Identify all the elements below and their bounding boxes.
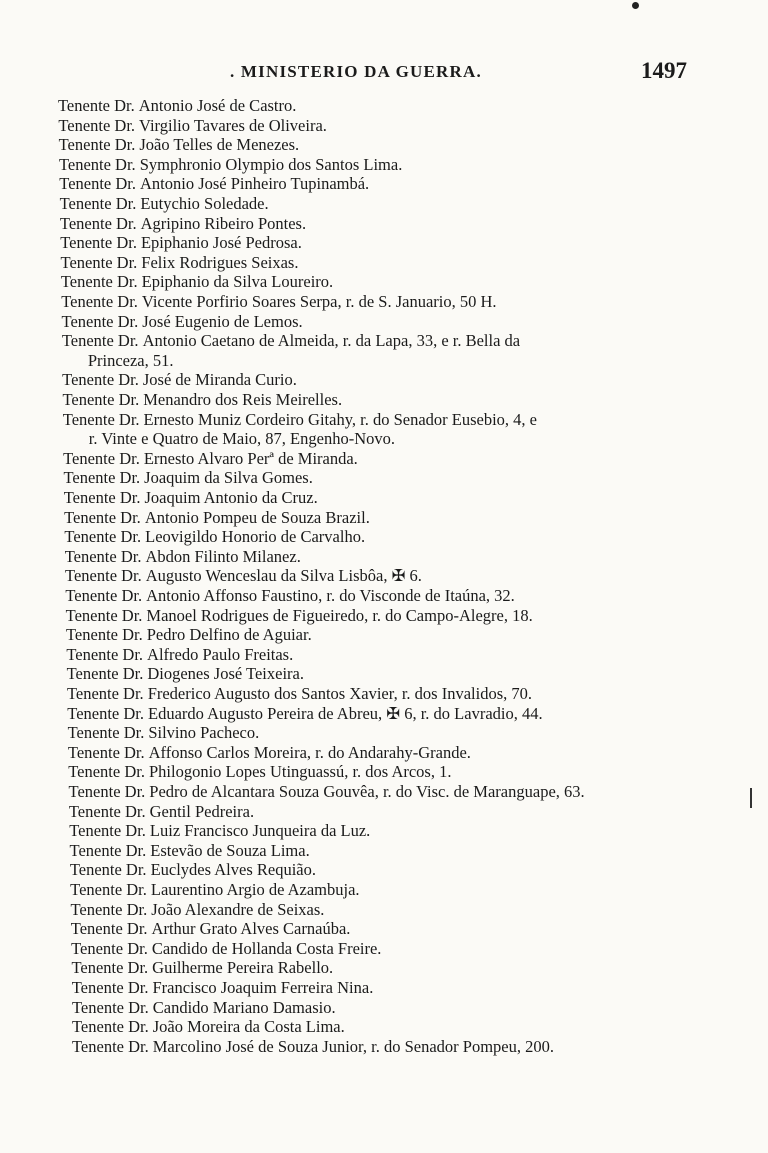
officer-name: Felix Rodrigues Seixas. [141,252,299,272]
officer-entry [63,468,312,488]
page-header [0,58,768,88]
officer-entry [70,900,324,920]
rank-label: Tenente Dr. [64,546,142,566]
officer-name: Manoel Rodrigues de Figueiredo, r. do Campo-Alegre, 18. [146,605,533,625]
officer-name: João Alexandre de Seixas. [151,899,325,919]
officer-entry [72,1017,345,1037]
officer-entry-continuation: r. Vinte e Quatro de Maio, 87, Engenho-Novo. [88,429,395,449]
officer-name: Pedro de Alcantara Souza Gouvêa, r. do Visc. de Maranguape, 63. [149,782,585,801]
officer-entry [66,625,312,645]
officer-entry [67,664,304,684]
officer-name: Epiphanio da Silva Loureiro. [141,272,334,292]
rank-label: Tenente Dr. [71,978,149,997]
officer-entry [72,978,374,998]
officer-entry [68,762,451,782]
officer-entry [71,939,381,959]
officer-name: Guilherme Pereira Rabello. [152,958,334,978]
rank-label: Tenente Dr. [62,390,140,409]
rank-label: Tenente Dr. [67,703,144,723]
officer-entry [61,253,299,273]
officer-entry-continuation: Princeza, 51. [87,350,174,370]
officer-entry [65,566,422,586]
officer-name: Arthur Grato Alves Carnaúba. [151,919,351,939]
rank-label: Tenente Dr. [68,762,145,782]
officer-entry [68,743,471,763]
officer-entry [58,96,296,116]
rank-label: Tenente Dr. [72,997,149,1017]
rank-label: Tenente Dr. [72,1036,149,1056]
officer-name: Luiz Francisco Junqueira da Luz. [149,821,371,841]
officer-name: José de Miranda Curio. [142,370,297,390]
rank-label: Tenente Dr. [58,135,136,155]
officer-name: João Moreira da Costa Lima. [152,1017,345,1037]
officer-name: Epiphanio José Pedrosa. [140,233,302,253]
officer-name: Alfredo Paulo Freitas. [147,644,294,664]
officer-entry [62,312,303,332]
officer-entry [64,527,365,547]
officer-entry [70,841,310,861]
officer-name: Candido Mariano Damasio. [152,997,336,1017]
rank-label: Tenente Dr. [61,311,139,331]
officer-entry [60,233,302,253]
rank-label: Tenente Dr. [65,566,142,586]
rank-label: Tenente Dr. [68,801,146,821]
rank-label: Tenente Dr. [69,821,146,841]
rank-label: Tenente Dr. [67,723,145,743]
officer-name: Ernesto Alvaro Perª de Miranda. [143,448,358,468]
officer-name: Augusto Wenceslau da Silva Lisbôa, ✠ 6. [145,566,422,586]
officer-name: Antonio José de Castro. [138,96,297,115]
officer-entry [66,645,293,665]
officer-entry [61,272,333,292]
officer-name: Symphronio Olympio dos Santos Lima. [139,154,403,174]
rank-label: Tenente Dr. [71,938,148,958]
officer-entry [67,704,542,724]
officer-entry [63,449,358,469]
officer-entry [69,782,585,802]
rank-label: Tenente Dr. [66,625,143,645]
officer-name: João Telles de Menezes. [139,135,300,155]
rank-label: Tenente Dr. [68,782,146,801]
officer-name: Eduardo Augusto Pereira de Abreu, ✠ 6, r. do Lavradio, 44. [148,703,543,723]
rank-label: Tenente Dr. [58,154,136,174]
officer-name: José Eugenio de Lemos. [142,311,303,331]
officer-entry [59,174,369,194]
rank-label: Tenente Dr. [69,840,147,860]
rank-label: Tenente Dr. [60,233,137,253]
rank-label: Tenente Dr. [60,252,138,272]
rank-label: Tenente Dr. [63,468,141,488]
officer-entry [72,1037,554,1057]
ink-dot [632,2,639,9]
page-title: . MINISTERIO DA GUERRA. [230,62,482,81]
officer-entry [64,508,370,528]
rank-label: Tenente Dr. [61,331,139,351]
officer-name: Vicente Porfirio Soares Serpa, r. de S. Januario, 50 H. [141,292,497,311]
officer-entry [67,684,532,704]
rank-label: Tenente Dr. [58,115,136,135]
rank-label: Tenente Dr. [65,586,143,605]
officer-entry [72,998,336,1018]
rank-label: Tenente Dr. [72,1017,149,1037]
rank-label: Tenente Dr. [66,644,144,664]
officer-name: Antonio Affonso Faustino, r. do Visconde de Itaúna, 32. [146,586,515,605]
officer-entry [70,860,316,880]
rank-label: Tenente Dr. [69,860,147,880]
officer-name: Virgilio Tavares de Oliveira. [139,115,327,135]
officer-name: Candido de Hollanda Costa Freire. [151,938,382,958]
rank-label: Tenente Dr. [63,448,140,468]
officer-name: Laurentino Argio de Azambuja. [150,880,360,899]
officer-entry [60,214,306,234]
officer-name: Menandro dos Reis Meirelles. [143,390,343,409]
officer-name: Antonio José Pinheiro Tupinambá. [140,174,370,194]
officer-name: Diogenes José Teixeira. [147,664,304,684]
officer-entry [65,547,301,567]
officer-name: Silvino Pacheco. [148,723,260,743]
officer-name: Pedro Delfino de Aguiar. [146,625,312,645]
officer-name: Antonio Caetano de Almeida, r. da Lapa, 33, e r. Bella da [142,331,521,351]
rank-label: Tenente Dr. [58,96,135,115]
officer-entry [60,194,269,214]
rank-label: Tenente Dr. [64,527,142,547]
officer-entry [64,488,318,508]
officer-name: Euclydes Alves Requião. [150,860,316,880]
officer-name: Estevão de Souza Lima. [150,840,310,860]
officer-entry [65,586,514,606]
officer-entry [68,723,260,743]
officer-name: Philogonio Lopes Utinguassú, r. dos Arcos, 1. [148,762,452,782]
margin-mark [750,788,752,808]
officer-entry [63,410,537,430]
officer-name: Frederico Augusto dos Santos Xavier, r. dos Invalidos, 70. [147,684,532,703]
page-number: 1497 [641,58,687,83]
officer-name: Agripino Ribeiro Pontes. [140,213,307,233]
rank-label: Tenente Dr. [66,664,144,684]
rank-label: Tenente Dr. [59,194,137,213]
officer-entry [69,821,370,841]
officer-entry [71,958,333,978]
officer-entry [61,292,496,312]
officer-entry [70,880,359,900]
rank-label: Tenente Dr. [70,899,148,919]
rank-label: Tenente Dr. [59,213,137,233]
officer-name: Eutychio Soledade. [140,194,269,213]
officer-entry [62,390,342,410]
rank-label: Tenente Dr. [64,507,141,527]
officer-entry [58,116,327,136]
officer-entry [66,606,533,626]
rank-label: Tenente Dr. [66,684,144,703]
officer-entry [59,135,300,155]
officer-name: Ernesto Muniz Cordeiro Gitahy, r. do Senador Eusebio, 4, e [143,409,538,429]
officer-name: Leovigildo Honorio de Carvalho. [145,527,366,547]
rank-label: Tenente Dr. [62,370,139,390]
officer-name: Abdon Filinto Milanez. [145,546,301,566]
rank-label: Tenente Dr. [70,919,148,939]
officer-entry [71,919,351,939]
rank-label: Tenente Dr. [65,605,143,625]
rank-label: Tenente Dr. [62,409,140,429]
officer-entry [69,802,254,822]
officer-entry [62,370,297,390]
officer-name: Antonio Pompeu de Souza Brazil. [144,507,370,527]
rank-label: Tenente Dr. [67,742,145,762]
officer-name: Affonso Carlos Moreira, r. do Andarahy-Grande. [148,742,471,762]
rank-label: Tenente Dr. [59,174,136,194]
officer-entry [62,331,520,351]
rank-label: Tenente Dr. [61,292,138,311]
officer-entry [59,155,402,175]
rank-label: Tenente Dr. [63,488,141,507]
officer-name: Gentil Pedreira. [149,801,255,821]
rank-label: Tenente Dr. [71,958,149,978]
officer-name: Joaquim Antonio da Cruz. [144,488,318,507]
officer-name: Joaquim da Silva Gomes. [144,468,313,488]
officer-name: Marcolino José de Souza Junior, r. do Senador Pompeu, 200. [152,1036,554,1056]
rank-label: Tenente Dr. [70,880,147,899]
officer-name: Francisco Joaquim Ferreira Nina. [152,978,374,997]
rank-label: Tenente Dr. [60,272,138,292]
